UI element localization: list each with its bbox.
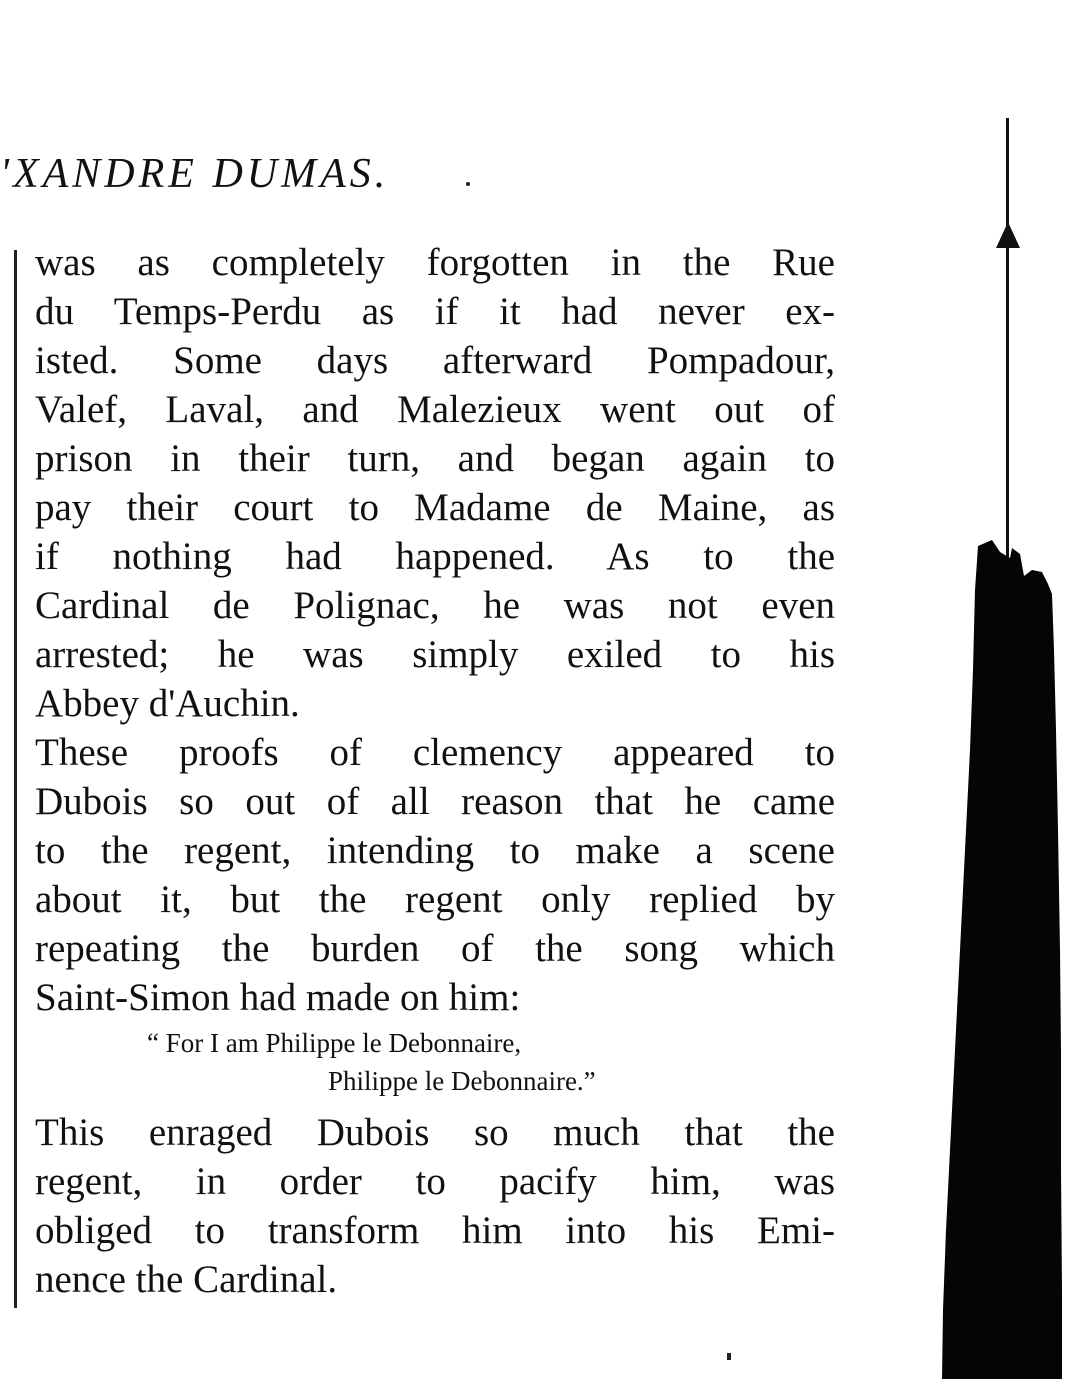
text-line: Valef, Laval, and Malezieux went out of: [35, 388, 835, 431]
text-line: Dubois so out of all reason that he came: [35, 780, 835, 823]
text-line: repeating the burden of the song which: [35, 927, 835, 970]
text-line: to the regent, intending to make a scene: [35, 829, 835, 872]
right-margin-rule: [1006, 118, 1009, 558]
text-line: about it, but the regent only replied by: [35, 878, 835, 921]
paragraph-2: [35, 728, 835, 1022]
text-line: was as completely forgotten in the Rue: [35, 241, 835, 284]
paragraph-1: [35, 238, 835, 728]
text-line: pay their court to Madame de Maine, as: [35, 486, 835, 529]
text-column: [35, 238, 835, 1304]
text-line: regent, in order to pacify him, was: [35, 1160, 835, 1203]
dark-page-edge: [940, 530, 1081, 1379]
text-line: Saint-Simon had made on him:: [35, 976, 521, 1019]
verse-quote: [35, 1024, 835, 1100]
text-line: Abbey d'Auchin.: [35, 682, 300, 725]
paragraph-3: [35, 1108, 835, 1304]
text-line: These proofs of clemency appeared to: [35, 731, 835, 774]
left-margin-rule: [14, 250, 17, 1308]
running-header: 'XANDRE DUMAS.: [0, 151, 390, 197]
text-line: prison in their turn, and began again to: [35, 437, 835, 480]
text-line: arrested; he was simply exiled to his: [35, 633, 835, 676]
text-line: nence the Cardinal.: [35, 1258, 338, 1301]
text-line: This enraged Dubois so much that the: [35, 1111, 835, 1154]
text-line: obliged to transform him into his Emi-: [35, 1209, 835, 1252]
margin-arrow-icon: [996, 222, 1020, 248]
text-line: if nothing had happened. As to the: [35, 535, 835, 578]
text-line: Cardinal de Polignac, he was not even: [35, 584, 835, 627]
header-dot: [466, 182, 470, 186]
text-line: isted. Some days afterward Pompadour,: [35, 339, 835, 382]
stray-mark: [727, 1353, 731, 1360]
text-line: du Temps-Perdu as if it had never ex-: [35, 290, 835, 333]
quote-line: “ For I am Philippe le Debonnaire,: [147, 1028, 522, 1058]
quote-line: Philippe le Debonnaire.”: [328, 1066, 596, 1096]
